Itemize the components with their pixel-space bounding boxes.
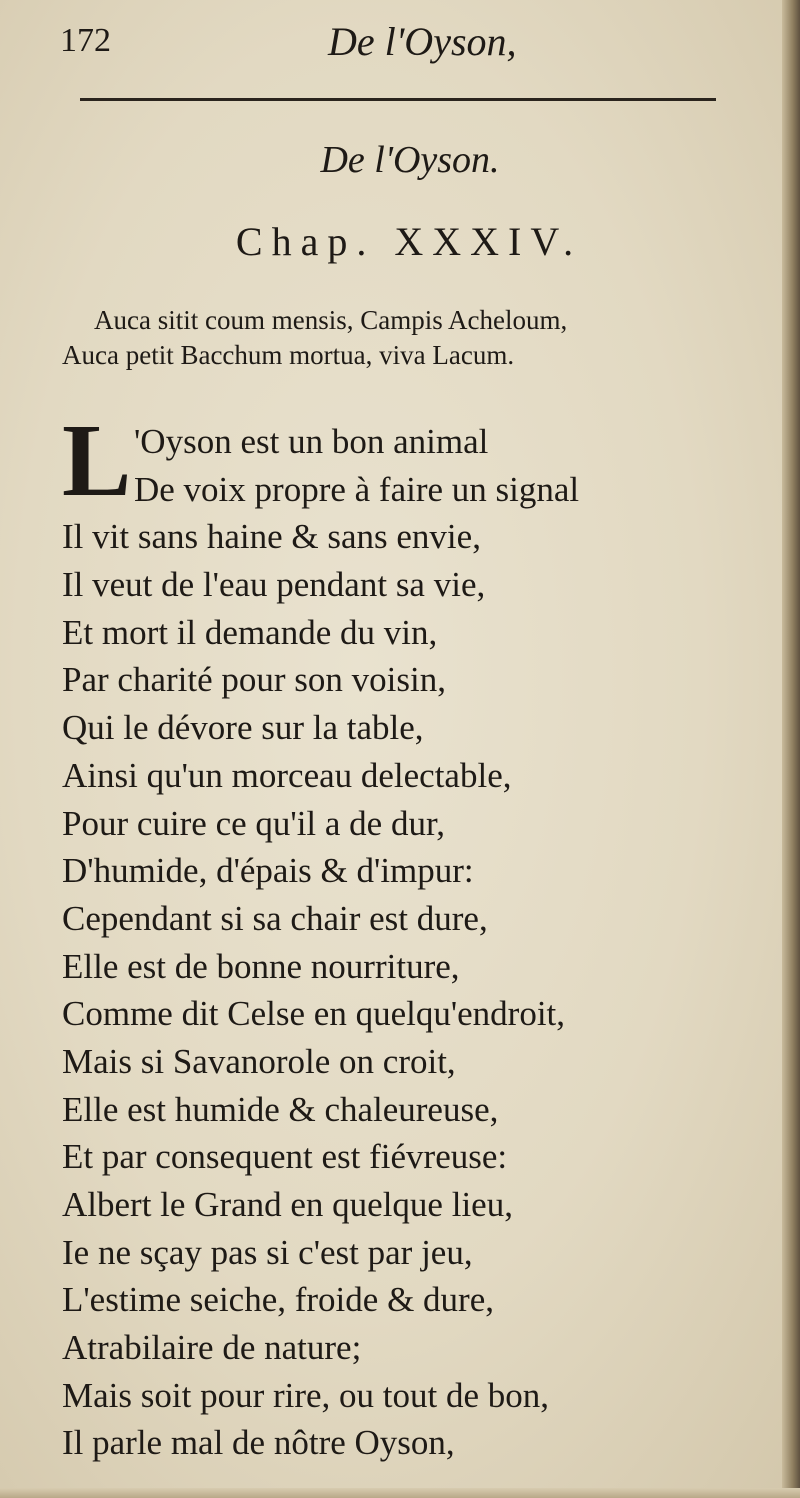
poem-line: Elle est de bonne nourriture,	[62, 946, 460, 986]
poem-line: Mais si Savanorole on croit,	[62, 1041, 456, 1081]
drop-cap-initial: L	[62, 403, 132, 518]
page-bottom-edge	[0, 1488, 800, 1498]
poem-line: Et par consequent est fiévreuse:	[62, 1137, 508, 1177]
section-title: De l'Oyson.	[320, 139, 500, 181]
epigraph-line: Auca sitit coum mensis, Campis Acheloum,	[94, 305, 568, 335]
poem	[62, 403, 722, 1467]
poem-line: Il parle mal de nôtre Oyson,	[62, 1423, 455, 1463]
poem-line: Cependant si sa chair est dure,	[62, 898, 488, 938]
poem-line: Comme dit Celse en quelqu'endroit,	[62, 994, 566, 1034]
poem-line: Albert le Grand en quelque lieu,	[62, 1185, 513, 1224]
poem-line: Et mort il demande du vin,	[62, 612, 438, 652]
epigraph	[62, 303, 742, 373]
poem-line: Par charité pour son voisin,	[62, 660, 446, 700]
page-header	[60, 18, 720, 78]
poem-line: Ainsi qu'un morceau delectable,	[62, 755, 512, 795]
poem-line: Elle est humide & chaleureuse,	[62, 1089, 499, 1129]
poem-line: Il vit sans haine & sans envie,	[62, 517, 481, 557]
poem-line: L'estime seiche, froide & dure,	[62, 1280, 494, 1320]
poem-line: De voix propre à faire un signal	[134, 469, 580, 509]
epigraph-line: Auca petit Bacchum mortua, viva Lacum.	[62, 340, 515, 370]
running-head: De l'Oyson,	[328, 19, 517, 64]
poem-line: Ie ne sçay pas si c'est par jeu,	[62, 1232, 473, 1272]
poem-line: Pour cuire ce qu'il a de dur,	[62, 803, 445, 843]
page-number: 172	[60, 22, 111, 59]
poem-line: Qui le dévore sur la table,	[62, 708, 424, 748]
poem-line: Atrabilaire de nature;	[62, 1328, 362, 1368]
poem-line: Mais soit pour rire, ou tout de bon,	[62, 1375, 550, 1415]
header-rule	[80, 98, 716, 101]
poem-line: D'humide, d'épais & d'impur:	[62, 851, 474, 891]
poem-line: Il veut de l'eau pendant sa vie,	[62, 565, 486, 605]
poem-line: 'Oyson est un bon animal	[134, 422, 489, 461]
chapter-heading: Chap. XXXIV.	[235, 219, 583, 264]
